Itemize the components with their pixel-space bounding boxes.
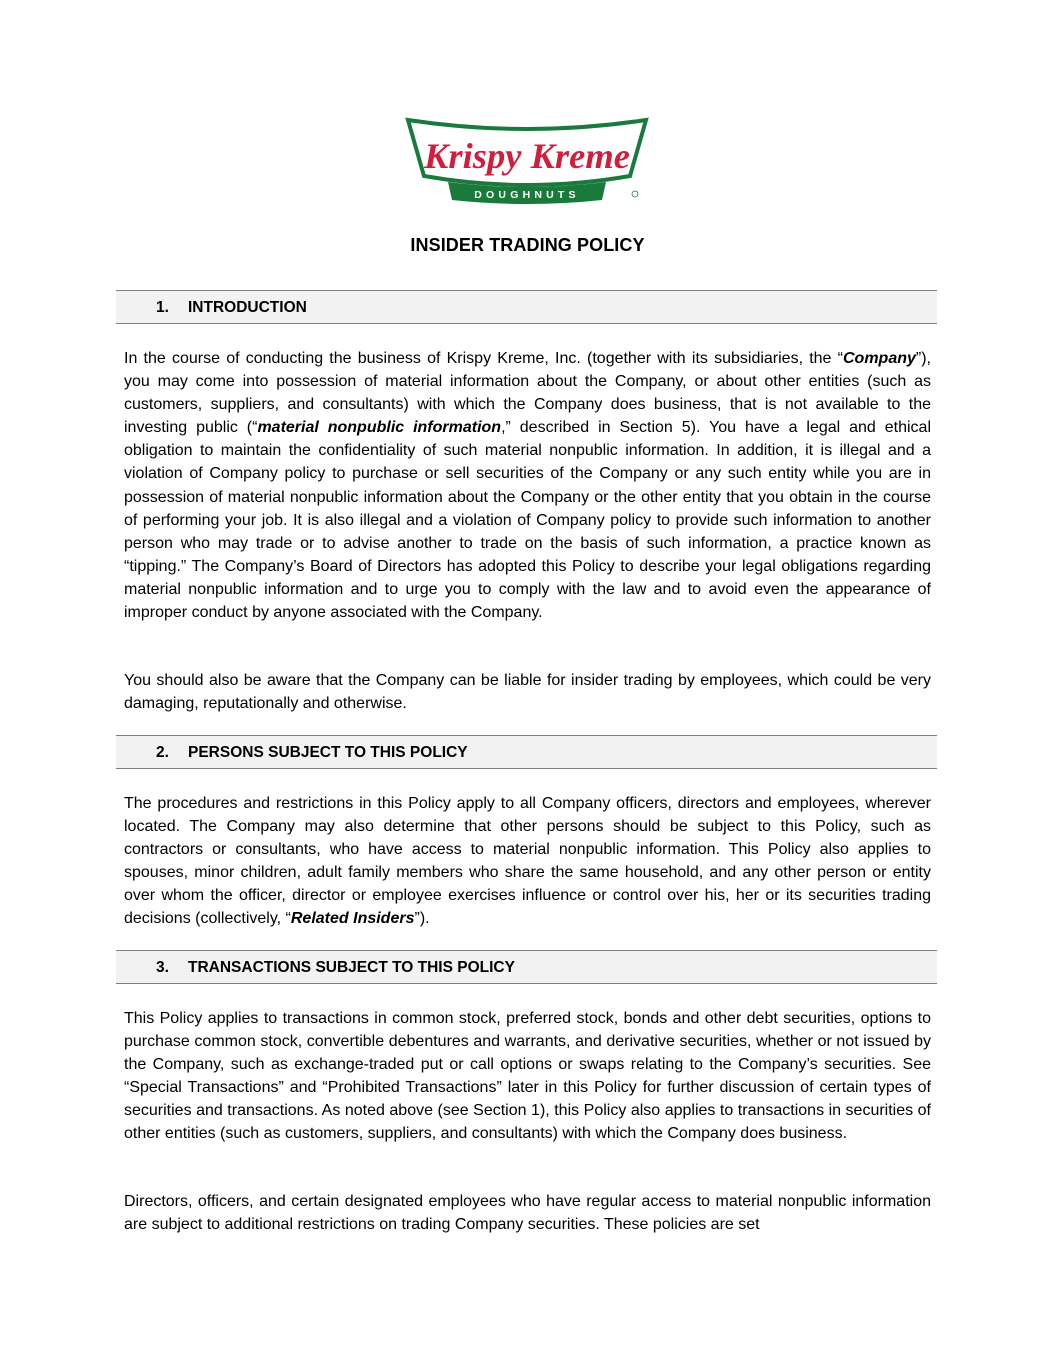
defined-term-mnpi: material nonpublic information <box>257 419 502 437</box>
section-title: PERSONS SUBJECT TO THIS POLICY <box>188 744 468 761</box>
defined-term-company: Company <box>842 350 916 367</box>
section-number: 1. <box>156 299 169 316</box>
section-3-paragraph-2: Directors, officers, and certain designated employees who have regular access to material nonpublic information are subject to additional restrictions on trading Company securities. These policies are set <box>124 1193 931 1234</box>
section-header-2 <box>116 735 937 769</box>
krispy-kreme-logo <box>404 116 650 206</box>
section-1-paragraph-1: In the course of conducting the business of Krispy Kreme, Inc. (together with its subsidiaries, the “Company”), you may come into possession of material information about the Company, or about other entities (such as customers, suppliers, and consultants) with which the Company does business, that is not available to the investing public (“material nonpublic information,” described in Section 5). You have a legal and ethical obligation to maintain the confidentiality of such material nonpublic information. In addition, it is illegal and a violation of Company policy to purchase or sell securities of the Company or any such entity while you are in possession of material nonpublic information about the Company or the other entity that you obtain in the course of performing your job. It is also illegal and a violation of Company policy to provide such information to another person who may trade or to advise another to trade on the basis of such information, a practice known as “tipping.” The Company’s Board of Directors has adopted this Policy to describe your legal obligations regarding material nonpublic information and to urge you to comply with the law and to avoid even the appearance of improper conduct by anyone associated with the Company. <box>124 350 931 622</box>
section-title: INTRODUCTION <box>188 299 307 316</box>
section-title: TRANSACTIONS SUBJECT TO THIS POLICY <box>188 959 515 976</box>
section-number: 2. <box>156 744 169 761</box>
section-header-1 <box>116 290 937 324</box>
section-header-3 <box>116 950 937 984</box>
section-number: 3. <box>156 959 169 976</box>
section-2-paragraph-1: The procedures and restrictions in this Policy apply to all Company officers, directors and employees, wherever located. The Company may also determine that other persons should be subject to this Policy, such as contractors or consultants, who have access to material nonpublic information. This Policy also applies to spouses, minor children, adult family members who share the same household, and any other person or entity over whom the officer, director or employee exercises influence or control over his, her or its securities trading decisions (collectively, “Related Insiders”). <box>124 795 931 928</box>
page-title: INSIDER TRADING POLICY <box>410 235 645 255</box>
section-3-paragraph-1: This Policy applies to transactions in common stock, preferred stock, bonds and other debt securities, options to purchase common stock, convertible debentures and warrants, and derivative securities, whether or not issued by the Company, such as exchange-traded put or call options or swaps relating to the Company’s securities. See “Special Transactions” and “Prohibited Transactions” later in this Policy for further discussion of certain types of securities and transactions. As noted above (see Section 1), this Policy also applies to transactions in securities of other entities (such as customers, suppliers, and consultants) with which the Company does business. <box>124 1010 931 1143</box>
section-1-paragraph-2: You should also be aware that the Company can be liable for insider trading by employees, which could be very damaging, reputationally and otherwise. <box>124 672 931 713</box>
logo-tagline: DOUGHNUTS <box>474 189 580 201</box>
logo-wordmark: Krispy Kreme <box>422 136 631 176</box>
defined-term-related-insiders: Related Insiders <box>290 910 415 928</box>
